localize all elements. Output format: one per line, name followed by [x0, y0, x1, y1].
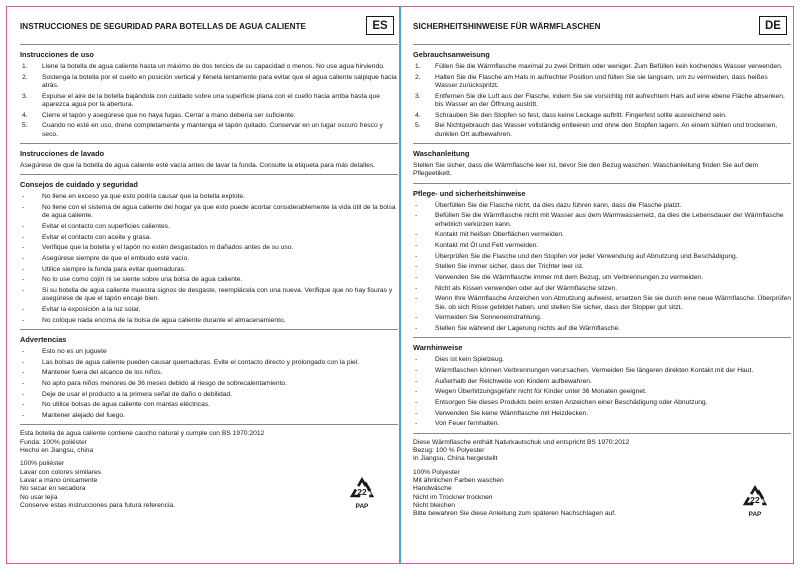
text-line: Bitte bewahren Sie diese Anleitung zum späteren Nachschlagen auf.	[413, 510, 616, 518]
list-item	[20, 234, 398, 242]
list-item	[20, 359, 398, 367]
column-title: INSTRUCCIONES DE SEGURIDAD PARA BOTELLAS DE AGUA CALIENTE	[20, 22, 306, 31]
item-text: Llene la botella de agua caliente hasta un máximo de dos tercios de su capacidad o menos. No use agua hirviendo.	[42, 63, 385, 70]
item-text: Wegen Überhitzungsgefahr nicht für Kinder unter 36 Monaten geeignet.	[435, 388, 647, 396]
list-item	[20, 348, 398, 356]
list-item	[413, 242, 791, 250]
list-item	[413, 202, 791, 210]
recycle-mark	[735, 483, 775, 518]
recycle-number: 22	[357, 487, 367, 498]
text-line: Mit ähnlichen Farben waschen	[413, 476, 504, 484]
list-item	[413, 253, 791, 261]
item-number: 2.	[415, 73, 421, 81]
usage-title: Instrucciones de uso	[20, 50, 94, 59]
recycling-triangle-icon	[740, 483, 770, 510]
item-text: Von Feuer fernhalten.	[435, 420, 500, 428]
recycle-label: PAP	[355, 503, 369, 511]
section-rule	[413, 143, 791, 144]
bullet-marker: -	[415, 388, 418, 396]
list-item	[20, 266, 398, 274]
warn-list	[20, 348, 398, 420]
item-text: Stellen Sie immer sicher, dass der Trichter leer ist.	[435, 263, 584, 271]
bullet-marker: -	[415, 295, 418, 303]
item-text: Sostenga la botella por el cuello en posición vertical y llénela lentamente para evitar que el agua caliente salpique hacia atrás.	[42, 73, 397, 89]
care-list	[20, 193, 398, 325]
item-text: Schrauben Sie den Stopfen so fest, dass keine Leckage auftritt. Fingerfest sollte ausreichend sein.	[435, 111, 727, 119]
footer-block	[413, 439, 791, 519]
bullet-marker: -	[22, 348, 25, 355]
section-rule	[413, 183, 791, 184]
item-text: Evitar la exposición a la luz solar.	[42, 306, 141, 314]
language-badge: ES	[366, 16, 394, 35]
list-item	[413, 212, 791, 229]
text-line: 100% poliéster	[20, 460, 65, 468]
list-item	[413, 325, 791, 333]
item-text: Mantener fuera del alcance de los niños.	[42, 369, 163, 377]
bullet-marker: -	[415, 284, 418, 292]
text-line: Esta botella de agua caliente contiene caucho natural y cumple con BS 1970:2012	[20, 430, 265, 438]
list-item	[20, 255, 398, 263]
item-number: 4.	[415, 111, 421, 119]
list-item	[20, 401, 398, 409]
item-text: Utilice siempre la funda para evitar quemaduras.	[42, 265, 186, 273]
item-text: No llene en exceso ya que esto podría causar que la botella explote.	[42, 193, 245, 201]
center-divider	[399, 6, 401, 564]
usage-title: Gebrauchsanweisung	[413, 50, 490, 59]
item-number: 3.	[415, 92, 421, 100]
item-text: Kontakt mit heißen Oberflächen vermeiden.	[435, 231, 564, 239]
list-item	[413, 399, 791, 407]
bullet-marker: -	[415, 212, 418, 220]
bullet-marker: -	[22, 369, 25, 377]
bullet-marker: -	[22, 380, 25, 388]
recycle-label: PAP	[748, 511, 762, 519]
item-text: Evitar el contacto con aceite y grasa.	[42, 233, 152, 241]
text-line: Nicht im Trockner trocknen	[413, 493, 493, 501]
product-info	[413, 439, 791, 464]
list-item	[413, 74, 791, 91]
list-item	[20, 306, 398, 314]
text-line: Hecho en Jiangsu, china	[20, 447, 94, 455]
item-text: No utilice bolsas de agua caliente con mantas eléctricas.	[42, 401, 211, 409]
wash-title: Instrucciones de lavado	[20, 148, 105, 158]
care-title: Pflege- und sicherheitshinweise	[413, 188, 526, 198]
care-title: Consejos de cuidado y seguridad	[20, 180, 138, 190]
text-line: Lavar con colores similares	[20, 468, 102, 476]
list-item	[413, 367, 791, 375]
item-number: 2.	[22, 73, 28, 81]
bullet-marker: -	[415, 420, 418, 428]
list-item	[20, 287, 398, 304]
item-number: 1.	[415, 63, 421, 70]
list-item	[413, 285, 791, 293]
list-item	[20, 204, 398, 221]
list-item	[413, 388, 791, 396]
list-item	[20, 193, 398, 201]
usage-list	[413, 63, 791, 139]
section-rule	[20, 329, 398, 330]
item-text: Vermeiden Sie Sonneneinstrahlung.	[435, 314, 542, 322]
item-text: Wenn Ihre Wärmflasche Anzeichen von Abnutzung aufweist, ersetzen Sie sie durch eine neue Wärmflasche. Überprüfen Sie, ob sich Risse gebildet haben, und stellen Sie sicher, dass der Stopper gut sitzt.	[435, 295, 791, 311]
bullet-marker: -	[22, 306, 25, 314]
product-info	[20, 430, 398, 455]
item-text: Befüllen Sie die Wärmflasche nicht mit Wasser aus dem Warmwassernetz, da dies die Lebensdauer der Wärmflasche erheblich verkürzen kann.	[435, 212, 784, 228]
item-text: Nicht als Kissen verwenden oder auf der Wärmflasche sitzen.	[435, 284, 618, 292]
list-item	[20, 122, 398, 139]
item-text: Cierre el tapón y asegúrese que no haya fugas. Cerrar a mano debería ser suficiente.	[42, 111, 296, 119]
item-text: Füllen Sie die Wärmflasche maximal zu zwei Dritteln oder weniger. Zum Befüllen kein kochendes Wasser verwenden.	[435, 63, 783, 70]
item-text: Entfernen Sie die Luft aus der Flasche, indem Sie sie vorsichtig mit aufrechtem Hals auf eine ebene Fläche absenken, bis Wasser an der Öffnung austritt.	[435, 92, 785, 108]
bullet-marker: -	[415, 263, 418, 271]
bullet-marker: -	[22, 244, 25, 252]
item-text: Asegúrese siempre de que el embudo esté vacío.	[42, 254, 190, 262]
item-number: 5.	[22, 122, 28, 130]
warn-title: Advertencias	[20, 335, 67, 344]
header-rule	[413, 44, 791, 45]
item-text: Überprüfen Sie die Flasche und den Stopfen vor jeder Verwendung auf Abnutzung und Beschädigung.	[435, 252, 738, 260]
bullet-marker: -	[22, 412, 25, 420]
item-text: Kontakt mit Öl und Fett vermeiden.	[435, 241, 539, 249]
item-number: 4.	[22, 111, 28, 119]
section-rule	[20, 424, 398, 425]
bullet-marker: -	[22, 254, 25, 262]
bullet-marker: -	[22, 233, 25, 241]
item-text: Wärmflaschen können Verbrennungen verursachen. Vermeiden Sie längeren direkten Kontakt mit der Haut.	[435, 366, 754, 374]
item-text: Evitar el contacto con superficies calientes.	[42, 222, 170, 230]
care-list	[413, 202, 791, 334]
list-item	[20, 276, 398, 284]
list-item	[20, 93, 398, 110]
bullet-marker: -	[22, 287, 25, 295]
list-item	[413, 420, 791, 428]
list-item	[413, 112, 791, 120]
text-line: No usar lejía	[20, 493, 58, 501]
bullet-marker: -	[22, 390, 25, 398]
list-item	[413, 295, 791, 312]
item-text: No lo use como cojín ni se siente sobre una bolsa de agua caliente.	[42, 276, 243, 284]
text-line: Funda: 100% poliéster	[20, 438, 87, 446]
item-text: Esto no es un juguete	[42, 348, 107, 355]
recycling-triangle-icon	[347, 475, 377, 502]
bullet-marker: -	[22, 203, 25, 211]
bullet-marker: -	[415, 273, 418, 281]
item-text: No llene con el sistema de agua caliente del hogar ya que esto puede acortar considerablemente la vida útil de la bolsa de agua caliente.	[42, 203, 396, 220]
section-rule	[413, 337, 791, 338]
item-number: 5.	[415, 122, 421, 130]
recycle-number: 22	[750, 495, 760, 506]
wash-text: Asegúrese de que la botella de agua caliente esté vacía antes de lavar la funda. Consulte la etiqueta para más detalles.	[20, 161, 376, 169]
recycle-mark	[342, 475, 382, 510]
section-rule	[20, 174, 398, 175]
list-item	[20, 380, 398, 388]
bullet-marker: -	[415, 366, 418, 374]
bullet-marker: -	[22, 276, 25, 284]
item-text: Expulse el aire de la botella bajándola con cuidado sobre una superficie plana con el cuello hacia arriba hasta que aparezca agua por la abertura.	[42, 92, 380, 108]
list-item	[413, 314, 791, 322]
text-line: 100% Polyester	[413, 468, 460, 476]
list-item	[20, 369, 398, 377]
bullet-marker: -	[415, 201, 418, 209]
list-item	[413, 410, 791, 418]
bullet-marker: -	[22, 193, 25, 201]
list-item	[413, 122, 791, 139]
bullet-marker: -	[415, 409, 418, 417]
item-number: 3.	[22, 92, 28, 100]
item-text: Las bolsas de agua caliente pueden causar quemaduras. Evite el contacto directo y prolongado con la piel.	[42, 358, 360, 366]
warn-title: Warnhinweise	[413, 343, 463, 353]
list-item	[413, 231, 791, 239]
item-number: 1.	[22, 63, 28, 70]
bullet-marker: -	[415, 241, 418, 249]
list-item	[413, 378, 791, 386]
list-item	[20, 63, 398, 71]
column-spanish	[20, 14, 398, 560]
section-rule	[413, 433, 791, 434]
wash-text: Stellen Sie sicher, dass die Wärmflasche leer ist, bevor Sie den Bezug waschen. Waschanleitung finden Sie auf dem Pflegeetikett.	[413, 161, 759, 178]
bullet-marker: -	[22, 265, 25, 273]
column-title: SICHERHEITSHINWEISE FÜR WÄRMFLASCHEN	[413, 22, 601, 31]
bullet-marker: -	[415, 399, 418, 407]
text-line: Diese Wärmflasche enthält Naturkautschuk und entspricht BS 1970:2012	[413, 438, 630, 446]
list-item	[20, 412, 398, 420]
list-item	[20, 244, 398, 252]
list-item	[20, 223, 398, 231]
item-text: Mantener alejado del fuego.	[42, 412, 125, 420]
text-line: Bezug: 100 % Polyester	[413, 447, 485, 455]
item-text: Entsorgen Sie dieses Produkts beim ersten Anzeichen einer Beschädigung oder Abnutzung.	[435, 399, 708, 407]
list-item	[413, 356, 791, 364]
bullet-marker: -	[415, 356, 418, 364]
item-text: Bei Nichtgebrauch das Wasser vollständig entleeren und ohne den Stopfen lagern. An einem kühlen und trockenen, dunklen Ort aufbewahren.	[435, 122, 778, 138]
column-header	[413, 14, 791, 40]
list-item	[20, 112, 398, 120]
item-text: Überfüllen Sie die Flasche nicht, da dies dazu führen kann, dass die Flasche platzt.	[435, 201, 682, 209]
bullet-marker: -	[22, 316, 25, 324]
item-text: Stellen Sie während der Lagerung nichts auf die Wärmflasche.	[435, 325, 621, 332]
bullet-marker: -	[415, 252, 418, 260]
list-item	[20, 391, 398, 399]
bullet-marker: -	[415, 325, 418, 332]
item-text: Verwenden Sie keine Wärmflasche mit Heizdecken.	[435, 409, 589, 417]
bullet-marker: -	[22, 401, 25, 409]
section-rule	[20, 143, 398, 144]
item-text: Cuando no esté en uso, drene completamente y mantenga el tapón quitado. Conservar en un lugar oscuro fresco y seco.	[42, 122, 383, 138]
column-header	[20, 14, 398, 40]
bullet-marker: -	[22, 222, 25, 230]
item-text: No coloque nada encima de la bolsa de agua caliente durante el almacenamiento.	[42, 316, 286, 324]
list-item	[413, 263, 791, 271]
item-text: Si su botella de agua caliente muestra signos de desgaste, reemplácela con una nueva. Verifique que no hay fisuras y asegúrese de que el tapón encaje bien.	[42, 287, 393, 303]
bullet-marker: -	[22, 358, 25, 366]
item-text: Verifique que la botella y el tapón no estén desgastados ni dañados antes de su uso.	[42, 244, 294, 252]
bullet-marker: -	[415, 377, 418, 385]
list-item	[413, 93, 791, 110]
text-line: Conserve estas instrucciones para futura referencia.	[20, 501, 176, 509]
usage-list	[20, 63, 398, 139]
item-text: Außerhalb der Reichweite von Kindern aufbewahren.	[435, 377, 592, 385]
list-item	[20, 74, 398, 91]
header-rule	[20, 44, 398, 45]
item-text: Deje de usar el producto a la primera señal de daño o debilidad.	[42, 390, 232, 398]
column-german	[413, 14, 791, 560]
bullet-marker: -	[415, 314, 418, 322]
item-text: Verwenden Sie die Wärmflasche immer mit dem Bezug, um Verbrennungen zu vermeiden.	[435, 273, 703, 281]
item-text: Halten Sie die Flasche am Hals in aufrechter Position und füllen Sie sie langsam, um zu vermeiden, dass heißes Wasser zurückspritzt.	[435, 73, 768, 89]
text-line: In Jiangsu, China hergestellt	[413, 455, 498, 463]
language-badge: DE	[759, 16, 787, 35]
text-line: Nicht bleichen	[413, 501, 456, 509]
list-item	[413, 274, 791, 282]
item-text: No apto para niños menores de 36 meses debido al riesgo de sobrecalentamiento.	[42, 380, 287, 388]
wash-title: Waschanleitung	[413, 148, 470, 158]
footer-block	[20, 430, 398, 510]
warn-list	[413, 356, 791, 428]
text-line: Handwäsche	[413, 485, 452, 493]
list-item	[413, 63, 791, 71]
list-item	[20, 317, 398, 325]
item-text: Dies ist kein Spielzeug.	[435, 356, 505, 364]
bullet-marker: -	[415, 231, 418, 239]
text-line: Lavar a mano únicamente	[20, 476, 98, 484]
text-line: No secar en secadora	[20, 485, 86, 493]
